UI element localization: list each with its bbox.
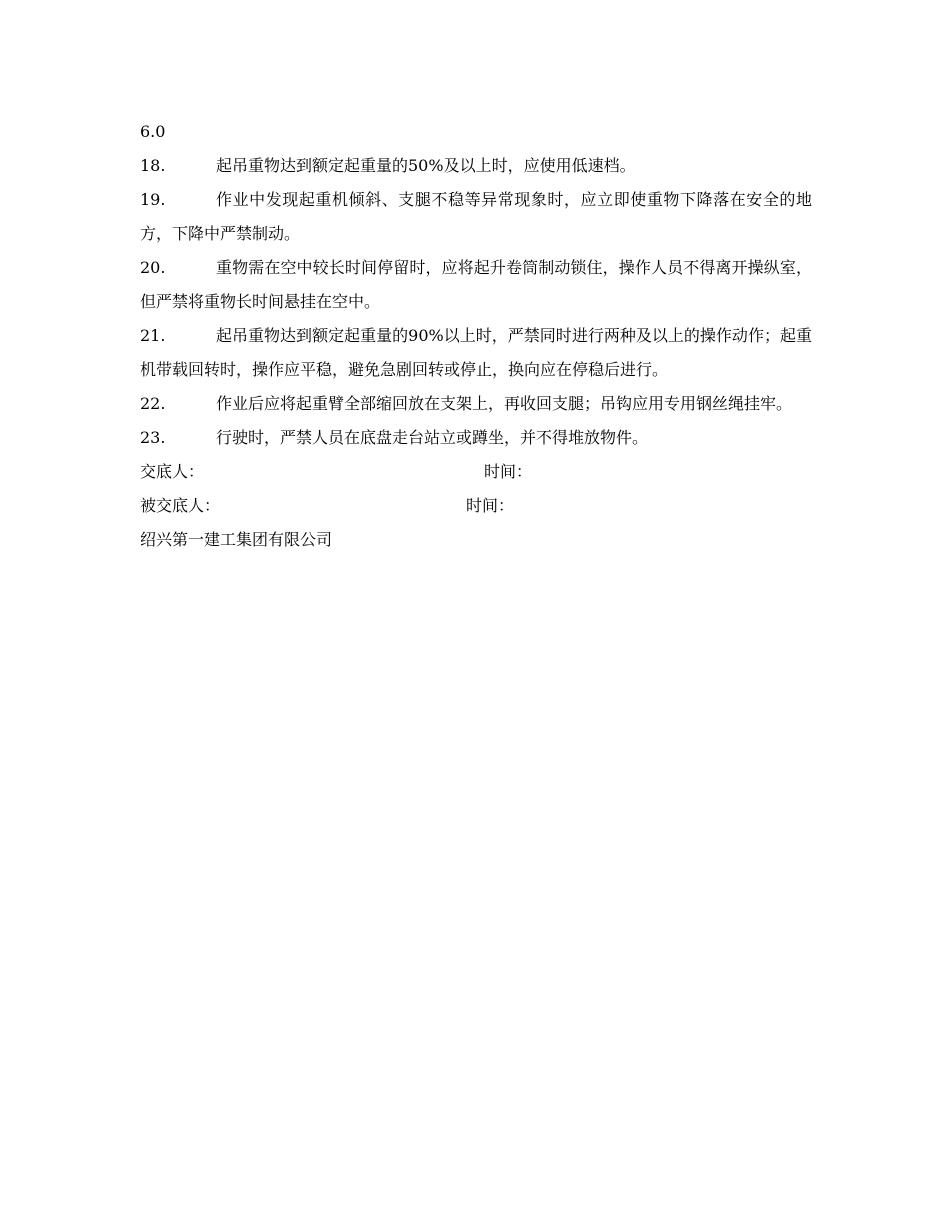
receiver-signature-row	[140, 489, 812, 523]
list-item	[140, 183, 812, 251]
item-text: 起吊重物达到额定起重量的90%以上时，严禁同时进行两种及以上的操作动作；起重机带载回转时，操作应平稳，避免急剧回转或停止，换向应在停稳后进行。	[140, 326, 812, 379]
list-item	[140, 421, 812, 455]
receiver-label: 被交底人：	[140, 496, 221, 515]
item-number: 22.	[140, 394, 166, 413]
item-text: 重物需在空中较长时间停留时，应将起升卷筒制动锁住，操作人员不得离开操纵室，但严禁将重物长时间悬挂在空中。	[140, 258, 812, 311]
item-number: 18.	[140, 156, 166, 175]
company-name: 绍兴第一建工集团有限公司	[140, 530, 333, 549]
item-text: 作业后应将起重臂全部缩回放在支架上，再收回支腿；吊钩应用专用钢丝绳挂牢。	[216, 394, 793, 413]
discloser-signature-row	[140, 455, 812, 489]
list-item	[140, 251, 812, 319]
item-text: 作业中发现起重机倾斜、支腿不稳等异常现象时，应立即使重物下降落在安全的地方，下降中严禁制动。	[140, 190, 812, 243]
item-number: 20.	[140, 258, 166, 277]
item-number: 19.	[140, 190, 166, 209]
discloser-time-label: 时间：	[484, 462, 533, 481]
list-item	[140, 149, 812, 183]
receiver-time-label: 时间：	[466, 496, 515, 515]
header-value: 6.0	[140, 122, 166, 141]
item-text: 行驶时，严禁人员在底盘走台站立或蹲坐，并不得堆放物件。	[216, 428, 649, 447]
discloser-label: 交底人：	[140, 462, 205, 481]
item-number: 21.	[140, 326, 166, 345]
item-number: 23.	[140, 428, 166, 447]
document-body	[140, 115, 812, 557]
item-text: 起吊重物达到额定起重量的50%及以上时，应使用低速档。	[216, 156, 636, 175]
list-item	[140, 319, 812, 387]
list-item	[140, 387, 812, 421]
